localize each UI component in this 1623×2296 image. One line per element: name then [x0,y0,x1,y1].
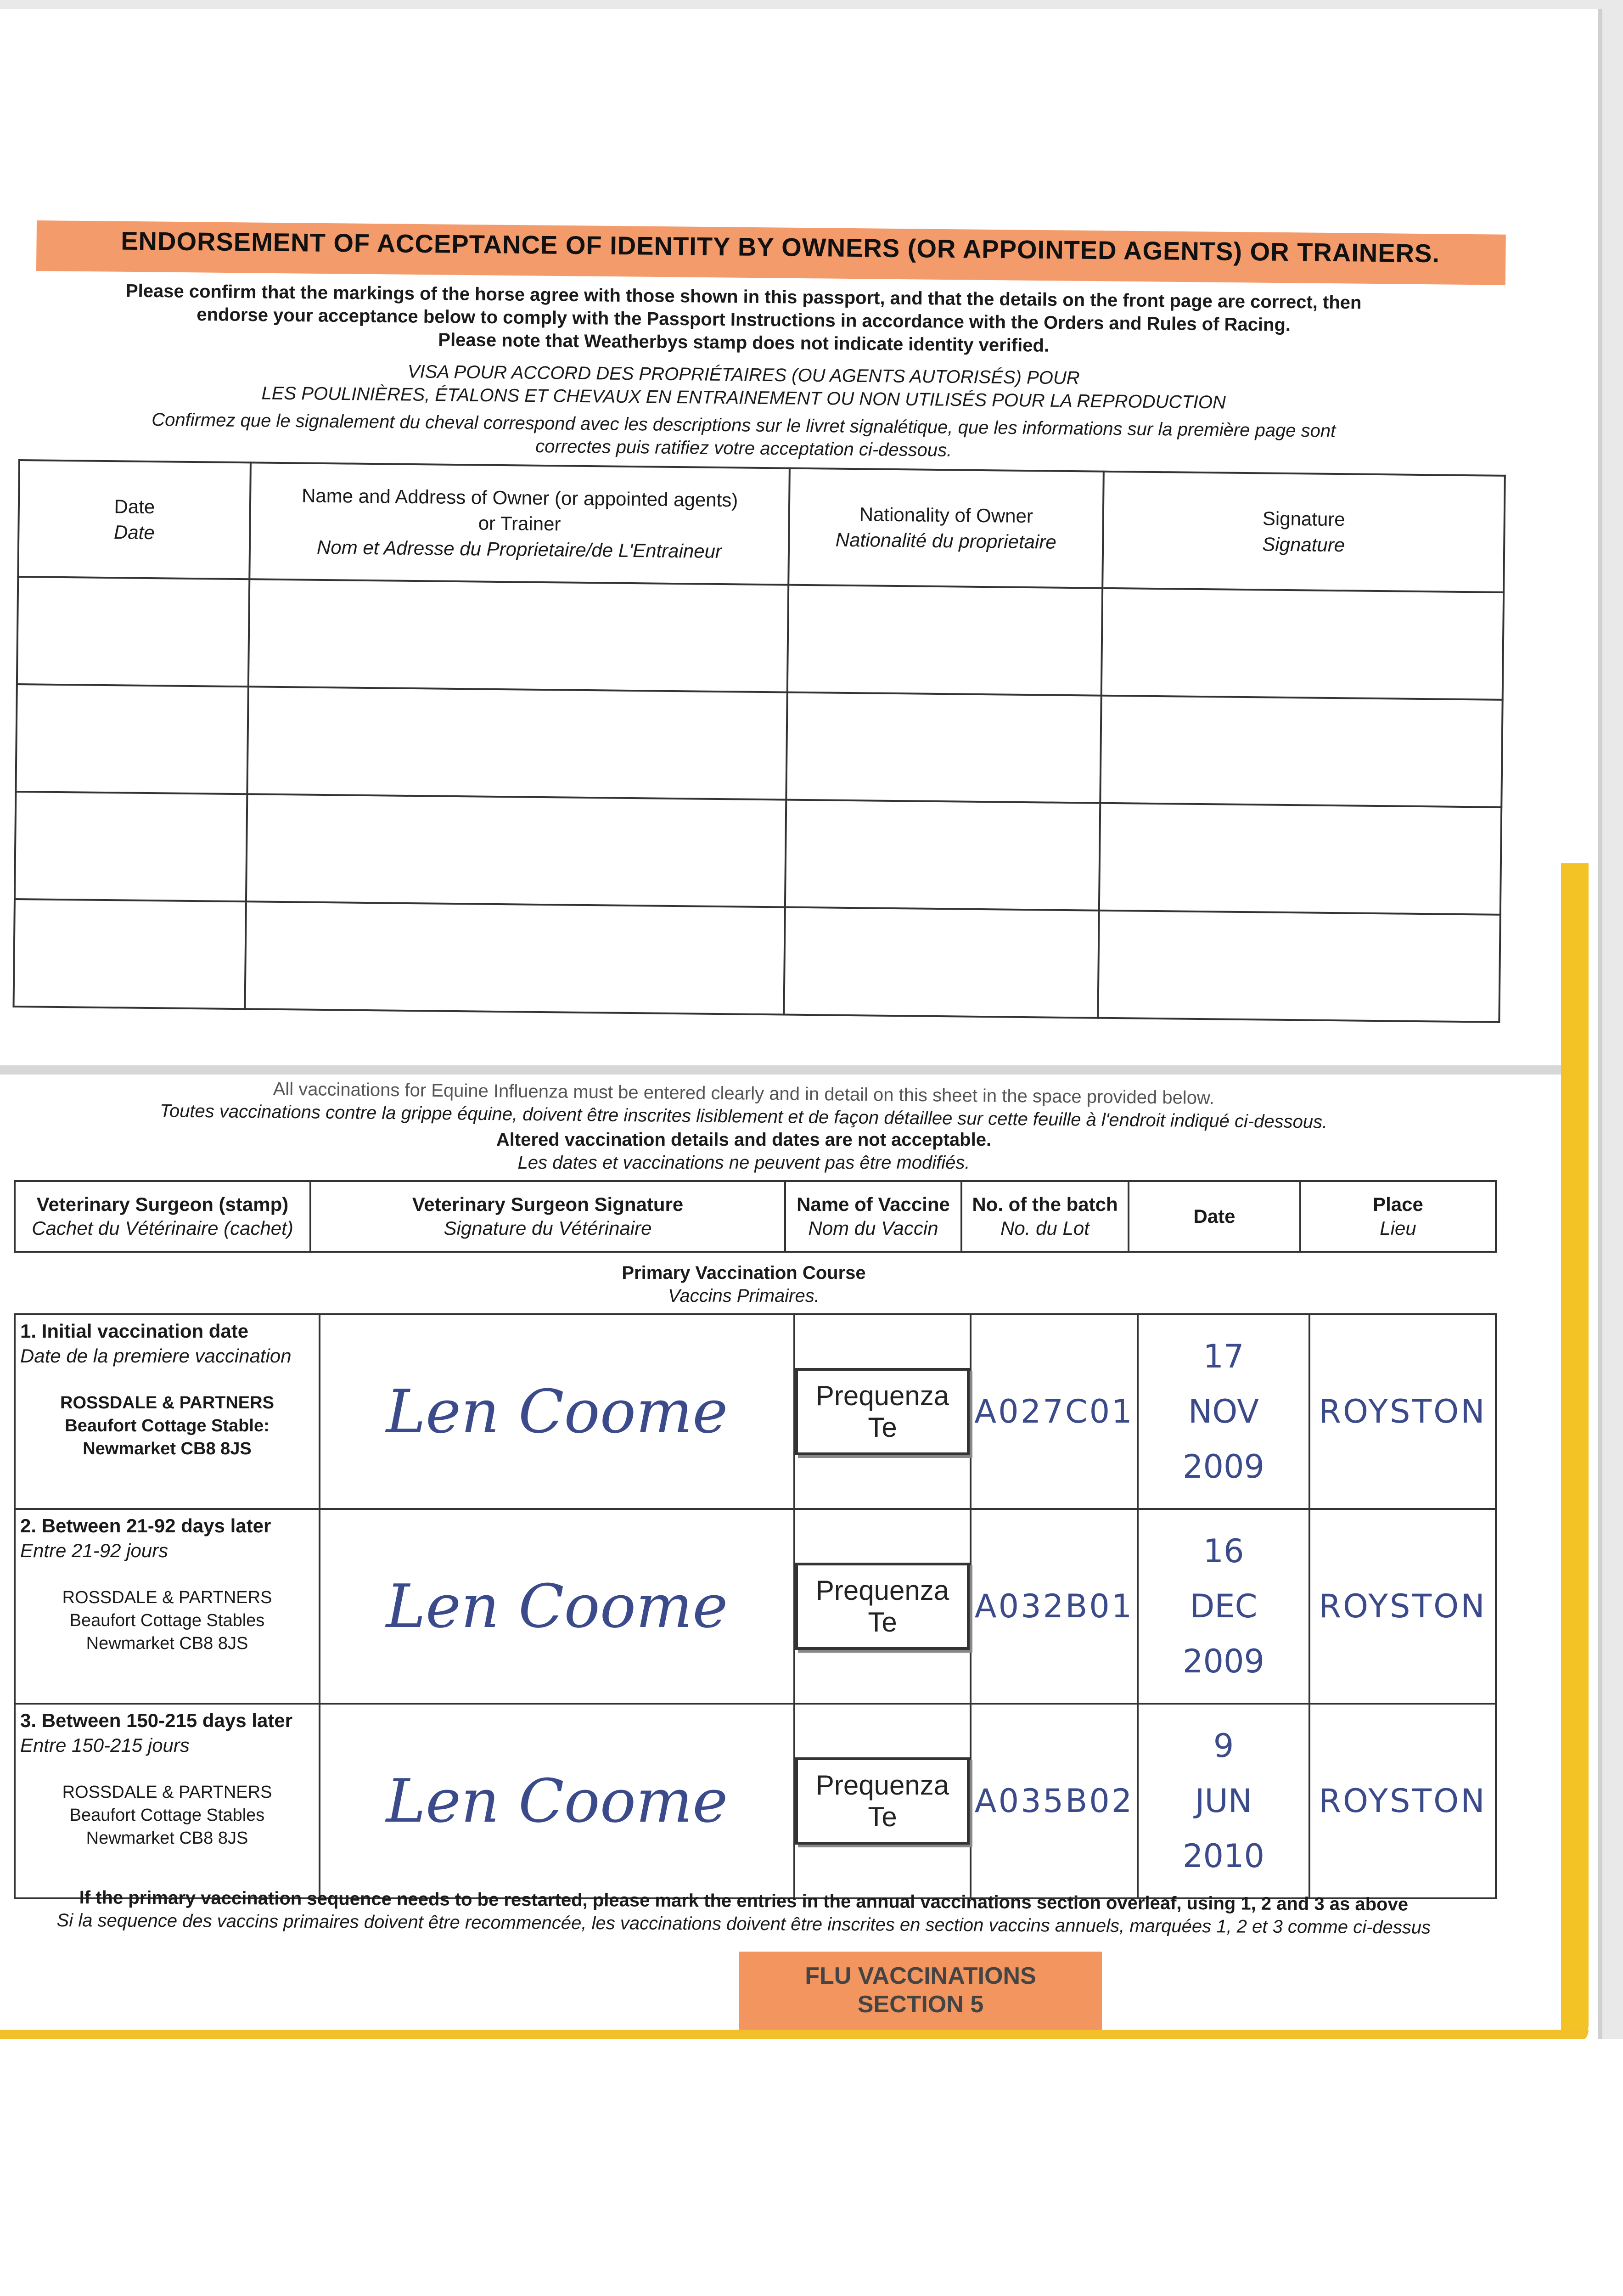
cell[interactable] [785,800,1100,911]
date-month: JUN [1195,1782,1252,1820]
place-value: ROYSTON [1319,1393,1487,1430]
vet-stamp [20,1391,314,1460]
owners-row [15,792,1501,915]
date-cell[interactable] [1138,1704,1309,1898]
col-batch [961,1181,1129,1252]
col-signature-label: Signature [1262,507,1345,530]
vacc-note-3: Altered vaccination details and dates are not acceptable. [496,1130,992,1150]
col-vet-signature-label: Veterinary Surgeon Signature [412,1193,684,1215]
col-name-label-fr: Nom et Adresse du Proprietaire/de L'Entraineur [316,536,722,563]
vet-signature-cell[interactable] [320,1704,794,1898]
restart-note: If the primary vaccination sequence needs to be restarted, please mark the entries in the annual vaccinations section overleaf, using 1, 2 and 3 as above [79,1887,1409,1915]
cell[interactable] [14,899,246,1009]
instruction-line-1: Please confirm that the markings of the horse agree with those shown in this passport, and that the details on the front page are correct, then [125,281,1362,313]
section-badge [739,1952,1102,2034]
place-cell[interactable] [1309,1509,1496,1704]
col-nationality-label: Nationality of Owner [859,503,1033,527]
section-badge-number: SECTION 5 [857,1991,984,2018]
date-cell[interactable] [1138,1314,1309,1509]
col-place-label: Place [1373,1193,1423,1215]
cell[interactable] [15,792,247,901]
place-value: ROYSTON [1319,1587,1487,1625]
vacc-row-3 [15,1704,1496,1898]
owners-table [12,459,1505,1023]
col-vaccine-label-fr: Nom du Vaccin [808,1217,938,1239]
french-line-1: VISA POUR ACCORD DES PROPRIÉTAIRES (OU AGENTS AUTORISÉS) POUR [407,361,1080,388]
row-label-fr: Entre 21-92 jours [20,1540,168,1561]
col-vet-stamp-label: Veterinary Surgeon (stamp) [36,1193,289,1215]
cell[interactable] [1101,588,1504,700]
scan-background [0,2039,1623,2296]
primary-course-title-fr: Vaccins Primaires. [668,1286,820,1306]
batch-cell[interactable] [971,1314,1138,1509]
place-cell[interactable] [1309,1314,1496,1509]
stamp-line-1: ROSSDALE & PARTNERS [62,1783,272,1802]
stamp-line-1: ROSSDALE & PARTNERS [62,1588,272,1607]
col-name-label-2: or Trainer [478,512,561,535]
cell[interactable] [246,794,786,907]
vacc-note-4: Les dates et vaccinations ne peuvent pas être modifiés. [517,1153,970,1173]
vet-signature: Len Coome [386,1766,728,1836]
stamp-line-2: Beaufort Cottage Stables [69,1806,265,1825]
date-year: 2010 [1182,1837,1265,1875]
stamp-line-3: Newmarket CB8 8JS [86,1829,248,1848]
batch-number: A032B01 [974,1587,1134,1625]
date-month: NOV [1188,1393,1259,1430]
place-value: ROYSTON [1319,1782,1487,1820]
col-place-label-fr: Lieu [1380,1217,1416,1239]
row-label: 2. Between 21-92 days later [20,1515,271,1536]
vaccine-label: Prequenza Te [795,1563,970,1650]
col-name-label-1: Name and Address of Owner (or appointed agents) [301,484,738,511]
date-day: 16 [1203,1532,1244,1570]
date-day: 17 [1203,1338,1244,1375]
date-day: 9 [1213,1727,1234,1765]
vaccine-cell[interactable] [794,1509,971,1704]
col-vet-stamp [15,1181,310,1252]
col-nationality [788,468,1104,588]
vacc-header-row [15,1181,1496,1252]
col-nationality-label-fr: Nationalité du proprietaire [835,529,1056,553]
col-vaccine [785,1181,961,1252]
col-name [249,462,790,585]
primary-course-title: Primary Vaccination Course [622,1263,866,1283]
instruction-line-3: Please note that Weatherbys stamp does not indicate identity verified. [438,330,1050,356]
page-fold [0,1065,1561,1075]
row-label-fr: Date de la premiere vaccination [20,1345,292,1367]
stamp-line-1: ROSSDALE & PARTNERS [60,1393,274,1412]
vet-stamp [20,1781,314,1850]
cell[interactable] [245,901,785,1014]
cell[interactable] [248,579,788,692]
vet-stamp-cell [15,1509,320,1704]
vaccine-label: Prequenza Te [795,1368,970,1455]
vet-stamp-cell [15,1704,320,1898]
batch-number: A035B02 [974,1782,1134,1820]
col-date [1129,1181,1300,1252]
cell[interactable] [787,585,1102,696]
cell[interactable] [16,684,248,794]
batch-cell[interactable] [971,1509,1138,1704]
stamp-line-2: Beaufort Cottage Stable: [65,1416,270,1435]
stamp-line-3: Newmarket CB8 8JS [86,1634,248,1653]
owners-row [16,684,1502,807]
vet-stamp-cell [15,1314,320,1509]
cell[interactable] [786,692,1101,803]
col-date [18,460,251,579]
vaccination-header-table [14,1180,1497,1253]
cell[interactable] [1098,911,1500,1022]
col-signature-label-fr: Signature [1262,533,1345,556]
owners-row [14,899,1500,1022]
cell[interactable] [17,577,249,687]
date-year: 2009 [1182,1448,1265,1486]
page-title: ENDORSEMENT OF ACCEPTANCE OF IDENTITY BY OWNERS (OR APPOINTED AGENTS) OR TRAINERS. [120,226,1440,268]
vacc-note-1: All vaccinations for Equine Influenza must be entered clearly and in detail on this sheet in the space provided below. [273,1079,1214,1109]
vaccination-table [14,1313,1497,1899]
col-vet-stamp-label-fr: Cachet du Vétérinaire (cachet) [32,1217,293,1239]
date-cell[interactable] [1138,1509,1309,1704]
col-place [1300,1181,1496,1252]
cell[interactable] [1100,696,1502,807]
col-batch-label-fr: No. du Lot [1000,1217,1089,1239]
col-vet-signature-label-fr: Signature du Vétérinaire [444,1217,652,1239]
french-line-4: correctes puis ratifiez votre acceptation ci-dessous. [535,436,952,461]
batch-number: A027C01 [974,1393,1134,1430]
vet-signature-cell[interactable] [320,1314,794,1509]
vet-signature-cell[interactable] [320,1509,794,1704]
vacc-note-2: Toutes vaccinations contre la grippe équine, doivent être inscrites lisiblement et de façon détaillee sur cette feuille à l'endroit indiqué ci-dessous. [159,1101,1328,1132]
instruction-line-2: endorse your acceptance below to comply with the Passport Instructions in accordance with the Orders and Rules of Racing. [197,304,1291,335]
row-label-fr: Entre 150-215 jours [20,1734,190,1756]
col-batch-label: No. of the batch [972,1193,1118,1215]
stamp-line-2: Beaufort Cottage Stables [69,1611,265,1630]
vet-signature: Len Coome [386,1377,728,1446]
cover-edge [1561,863,1589,2039]
cell[interactable] [784,907,1099,1018]
place-cell[interactable] [1309,1704,1496,1898]
vaccine-label: Prequenza Te [795,1757,970,1845]
owners-header-row [18,460,1505,592]
row-label: 3. Between 150-215 days later [20,1710,293,1731]
section-badge-title: FLU VACCINATIONS [805,1963,1036,1989]
col-vaccine-label: Name of Vaccine [797,1193,950,1215]
restart-note-fr: Si la sequence des vaccins primaires doivent être recommencée, les vaccinations doivent être inscrites en section vaccins annuels, marquées 1, 2 et 3 comme ci-dessus [56,1910,1431,1938]
french-line-3: Confirmez que le signalement du cheval correspond avec les descriptions sur le livret signalétique, que les informations sur la première page sont [152,410,1336,441]
cell[interactable] [1099,803,1501,915]
vaccine-cell[interactable] [794,1704,971,1898]
vacc-row-2 [15,1509,1496,1704]
date-year: 2009 [1182,1643,1265,1680]
owners-row [17,577,1504,700]
col-date-label-fr: Date [113,521,155,544]
date-month: DEC [1190,1587,1258,1625]
col-vet-signature [310,1181,785,1252]
batch-cell[interactable] [971,1704,1138,1898]
passport-page [0,9,1602,2039]
vacc-row-1 [15,1314,1496,1509]
stamp-line-3: Newmarket CB8 8JS [83,1439,252,1458]
vaccine-cell[interactable] [794,1314,971,1509]
col-date-label: Date [114,495,155,518]
row-label: 1. Initial vaccination date [20,1320,249,1342]
vet-stamp [20,1586,314,1655]
col-signature [1102,472,1505,592]
vet-signature: Len Coome [386,1571,728,1641]
french-line-2: LES POULINIÈRES, ÉTALONS ET CHEVAUX EN ENTRAINEMENT OU NON UTILISÉS POUR LA REPRODUCTION [261,383,1226,413]
col-date-label: Date [1193,1205,1236,1227]
cell[interactable] [247,687,787,799]
